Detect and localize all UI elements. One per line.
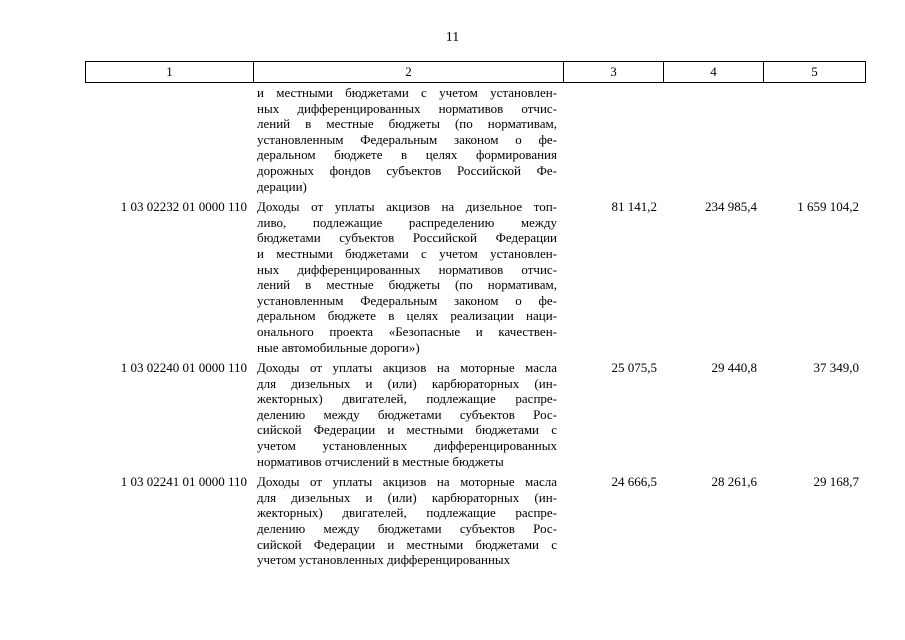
description-line: делению между бюджетами субъектов Рос- [257,406,557,422]
amount-col-3: 25 075,5 [611,360,657,376]
description-line: сийской Федерации и местными бюджетами с [257,536,557,552]
table-row [85,474,865,568]
description-line: деральном бюджете в целях формирования [257,147,557,163]
column-header-3: 3 [564,62,664,83]
description-line: Доходы от уплаты акцизов на моторные масла [257,474,557,490]
amount-col-5: 1 659 104,2 [797,199,859,215]
column-header-1: 1 [86,62,254,83]
income-description [253,85,563,194]
amount-col-5: 29 168,7 [813,474,859,490]
amount-col-4: 234 985,4 [705,199,757,215]
description-line: жекторных) двигателей, подлежащие распре- [257,505,557,521]
table-header [85,61,866,83]
budget-code: 1 03 02240 01 0000 110 [120,360,247,376]
amount-col-3: 81 141,2 [611,199,657,215]
table-row [85,360,865,469]
description-line: Доходы от уплаты акцизов на дизельное топ- [257,199,557,215]
table-row [85,85,865,194]
table-header-row [86,62,866,83]
income-description [253,474,563,568]
description-line: делению между бюджетами субъектов Рос- [257,521,557,537]
table-body [85,85,865,568]
description-line: ных дифференцированных нормативов отчис- [257,100,557,116]
column-header-4: 4 [664,62,764,83]
description-line: дорожных фондов субъектов Российской Фе- [257,162,557,178]
description-line: и местными бюджетами с учетом установлен- [257,245,557,261]
description-line: ливо, подлежащие распределению между [257,214,557,230]
description-line: жекторных) двигателей, подлежащие распре- [257,391,557,407]
description-line: ные автомобильные дороги») [257,339,420,355]
description-line: дерации) [257,178,307,194]
description-line: деральном бюджете в целях реализации наци- [257,308,557,324]
amount-col-4: 29 440,8 [711,360,757,376]
description-line: учетом установленных дифференцированных [257,552,511,568]
description-line: сийской Федерации и местными бюджетами с [257,422,557,438]
amount-col-5: 37 349,0 [813,360,859,376]
description-line: нормативов отчислений в местные бюджеты [257,453,504,469]
page-number: 11 [445,30,460,45]
amount-col-3: 24 666,5 [611,474,657,490]
description-line: для дизельных и (или) карбюраторных (ин- [257,489,557,505]
column-header-2: 2 [254,62,564,83]
description-line: бюджетами субъектов Российской Федерации [257,230,557,246]
description-line: учетом установленных дифференцированных [257,438,557,454]
description-line: для дизельных и (или) карбюраторных (ин- [257,375,557,391]
description-line: и местными бюджетами с учетом установлен- [257,85,557,100]
income-description [253,360,563,469]
description-line: Доходы от уплаты акцизов на моторные масла [257,360,557,376]
description-line: установленным Федеральным законом о фе- [257,131,557,147]
budget-code: 1 03 02232 01 0000 110 [120,199,247,215]
description-line: ных дифференцированных нормативов отчис- [257,261,557,277]
budget-code: 1 03 02241 01 0000 110 [120,474,247,490]
column-header-5: 5 [764,62,866,83]
description-line: онального проекта «Безопасные и качествен- [257,323,557,339]
income-description [253,199,563,355]
table-row [85,199,865,355]
description-line: лений в местные бюджеты (по нормативам, [257,116,557,132]
amount-col-4: 28 261,6 [711,474,757,490]
description-line: установленным Федеральным законом о фе- [257,292,557,308]
description-line: лений в местные бюджеты (по нормативам, [257,277,557,293]
